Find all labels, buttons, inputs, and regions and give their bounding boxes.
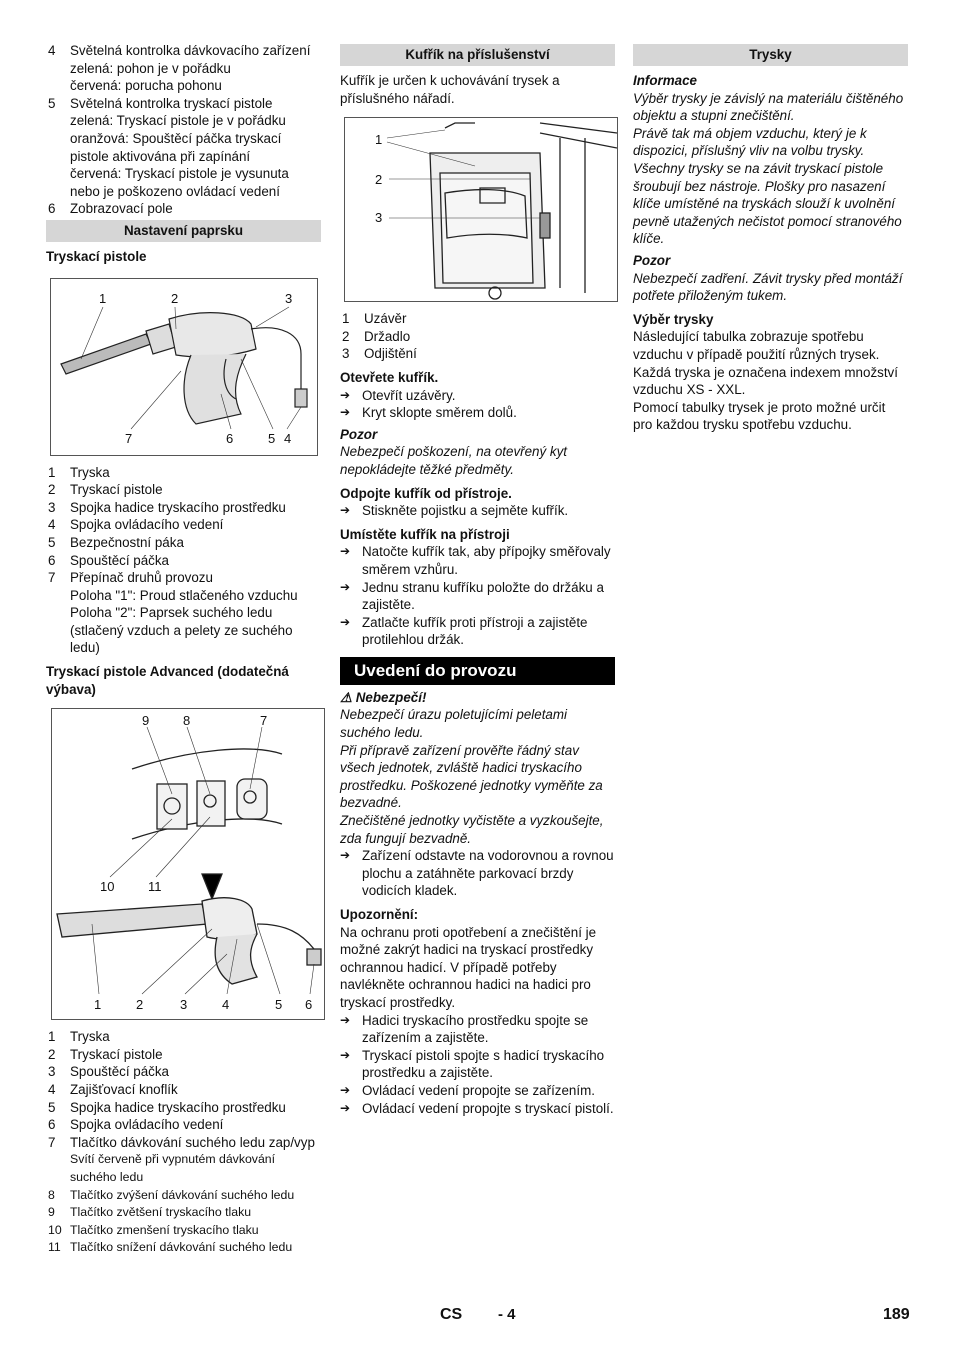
danger-step: ➔ Zařízení odstavte na vodorovnou a rovnou plochu a zatáhněte parkovací brzdy vodicích kladek.	[340, 848, 614, 899]
list-item	[46, 1046, 321, 1064]
item-text: Tryska	[70, 1029, 110, 1045]
item-line: zelená: Tryskací pistole je v pořádku	[70, 113, 286, 129]
figure-accessory-case	[344, 117, 618, 302]
list-item	[340, 310, 615, 328]
callout-1: 1	[94, 997, 102, 1013]
caution-label: Pozor	[340, 426, 378, 442]
case-parts-list	[340, 310, 615, 363]
step-text: Otevřít uzávěry.	[362, 387, 456, 403]
callout-9: 9	[142, 713, 150, 729]
footer-language: CS	[440, 1306, 463, 1323]
callout-1: 1	[99, 290, 107, 306]
arrow-icon: ➔	[340, 503, 351, 518]
section-title-commissioning: Uvedení do provozu	[340, 657, 615, 685]
section-title-beam: Nastavení paprsku	[46, 220, 321, 242]
item-text: Přepínač druhů provozu	[70, 570, 213, 586]
item-line: zelená: pohon je v pořádku	[70, 60, 231, 76]
item-number: 3	[48, 1064, 56, 1080]
item-text: Spouštěcí páčka	[70, 1064, 170, 1080]
callout-7: 7	[260, 713, 268, 729]
item-text: Tlačítko zvětšení tryskacího tlaku	[70, 1205, 252, 1220]
list-item	[46, 1222, 321, 1240]
item-text: Tryskací pistole	[70, 482, 163, 498]
danger-text-3: Znečištěné jednotky vyčistěte a vyzkoušejte, zda fungují bezvadně.	[340, 813, 604, 846]
item-number: 5	[48, 534, 56, 550]
item-number: 2	[48, 1046, 56, 1062]
item-text: Spojka ovládacího vedení	[70, 517, 224, 533]
blast-gun-illustration	[51, 279, 317, 455]
step-item	[340, 1047, 615, 1082]
item-text: Spouštěcí páčka	[70, 552, 170, 568]
place-case-title: Umístěte kufřík na přístroji	[340, 526, 510, 542]
arrow-icon: ➔	[340, 544, 351, 559]
open-case-title: Otevřete kufřík.	[340, 369, 439, 385]
step-item	[340, 1012, 615, 1047]
dosing-note: Svítí červeně při vypnutém dávkování suchého ledu	[70, 1152, 276, 1184]
item-text: Spojka hadice tryskacího prostředku	[70, 499, 286, 515]
subheading-blast-gun-advanced: Tryskací pistole Advanced (dodatečná výbava)	[46, 664, 289, 697]
step-text: Jednu stranu kufříku položte do držáku a zajistěte.	[362, 579, 604, 613]
detach-case-title: Odpojte kufřík od přístroje.	[340, 485, 512, 501]
item-text: Spojka hadice tryskacího prostředku	[70, 1099, 286, 1115]
step-item	[340, 404, 615, 422]
caution-label: Pozor	[633, 252, 671, 268]
item-number: 1	[48, 1029, 56, 1045]
item-text: Tlačítko zvýšení dávkování suchého ledu	[70, 1187, 295, 1202]
item-text: Držadlo	[364, 328, 411, 344]
item-number: 3	[48, 499, 56, 515]
advanced-gun-illustration	[52, 709, 324, 1019]
step-item	[340, 1100, 615, 1118]
callout-3: 3	[180, 997, 188, 1013]
column-1	[46, 42, 321, 1257]
item-text: Tlačítko snížení dávkování suchého ledu	[70, 1240, 293, 1255]
list-item	[46, 516, 321, 534]
advanced-gun-parts-list-2	[46, 1187, 321, 1257]
mode-position-1: Poloha "1": Proud stlačeného vzduchu	[70, 587, 298, 603]
item-number: 3	[342, 346, 350, 362]
item-number: 9	[48, 1205, 55, 1220]
item-text: Tlačítko dávkování suchého ledu zap/vyp	[70, 1134, 315, 1150]
item-number: 4	[48, 517, 56, 533]
item-text: Spojka ovládacího vedení	[70, 1117, 224, 1133]
step-text: Ovládací vedení propojte s tryskací pistolí.	[362, 1100, 614, 1116]
item-text: Bezpečnostní páka	[70, 534, 184, 550]
step-text: Hadici tryskacího prostředku spojte se zařízením a zajistěte.	[362, 1012, 589, 1046]
callout-6: 6	[226, 430, 234, 446]
open-case-steps	[340, 387, 615, 422]
case-illustration	[345, 118, 617, 301]
step-item	[340, 387, 615, 405]
final-steps	[340, 1012, 615, 1118]
callout-3: 3	[285, 290, 293, 306]
list-item	[46, 200, 321, 218]
item-number: 2	[342, 328, 350, 344]
item-number: 1	[48, 464, 56, 480]
nozzle-selection-title: Výběr trysky	[633, 311, 714, 327]
arrow-icon: ➔	[340, 614, 351, 629]
danger-text-2: Při přípravě zařízení prověřte řádný stav všech jednotek, zvláště hadici tryskacího prostředku. Poškozené jednotky vyměňte za bezvadné.	[340, 742, 603, 811]
column-2	[340, 42, 615, 1117]
item-text: Tryskací pistole	[70, 1046, 163, 1062]
list-item	[46, 569, 321, 587]
list-item	[46, 464, 321, 482]
callout-2: 2	[375, 172, 383, 188]
item-number: 5	[48, 95, 56, 111]
detach-case-steps	[340, 502, 615, 520]
step-text: Natočte kufřík tak, aby přípojky směřovaly směrem vzhůru.	[362, 544, 611, 577]
warning-icon: ⚠	[340, 689, 356, 705]
figure-blast-gun	[50, 278, 318, 456]
list-item	[46, 534, 321, 552]
info-label: Informace	[633, 73, 697, 88]
item-line: červená: porucha pohonu	[70, 78, 222, 94]
callout-3: 3	[375, 210, 383, 226]
callout-1: 1	[375, 132, 383, 148]
list-item	[46, 1239, 321, 1257]
list-item	[46, 481, 321, 499]
item-line: Zobrazovací pole	[70, 201, 173, 217]
item-number: 8	[48, 1187, 55, 1202]
arrow-icon: ➔	[340, 405, 351, 420]
list-item	[340, 345, 615, 363]
list-item	[46, 1099, 321, 1117]
list-item	[46, 1081, 321, 1099]
item-number: 10	[48, 1222, 62, 1237]
step-item	[340, 579, 615, 614]
note-title: Upozornění:	[340, 907, 419, 922]
figure-blast-gun-advanced	[51, 708, 325, 1020]
item-text: Uzávěr	[364, 311, 407, 327]
step-item	[340, 1082, 615, 1100]
section-title-nozzles: Trysky	[633, 44, 908, 66]
list-item	[46, 1116, 321, 1134]
mode-position-2: Poloha "2": Paprsek suchého ledu (stlačený vzduch a pelety ze suchého ledu)	[70, 605, 293, 656]
callout-4: 4	[284, 430, 292, 446]
item-text: Tryska	[70, 464, 110, 480]
nozzle-selection-text-1: Následující tabulka zobrazuje spotřebu vzduchu v případě použití různých trysek. Každá tryska je označena indexem množství vzduchu XS - XXL.	[633, 329, 898, 398]
arrow-icon: ➔	[340, 579, 351, 594]
item-line: Světelná kontrolka dávkovacího zařízení	[70, 43, 311, 58]
callout-5: 5	[275, 997, 283, 1013]
callout-2: 2	[171, 290, 179, 306]
page-number: 189	[883, 1306, 910, 1323]
step-text: Zatlačte kufřík proti přístroji a zajistěte protilehlou držák.	[362, 614, 588, 648]
list-item	[46, 1063, 321, 1081]
callout-8: 8	[183, 713, 191, 729]
step-text: Kryt sklopte směrem dolů.	[362, 405, 517, 421]
list-item	[46, 95, 321, 201]
list-item	[46, 499, 321, 517]
arrow-icon: ➔	[340, 1047, 351, 1062]
arrow-icon: ➔	[340, 1012, 351, 1027]
list-item	[46, 1204, 321, 1222]
list-item	[46, 42, 321, 95]
arrow-icon: ➔	[340, 1082, 351, 1097]
section-title-case: Kufřík na příslušenství	[340, 44, 615, 66]
subheading-blast-gun: Tryskací pistole	[46, 248, 147, 264]
item-number: 5	[48, 1099, 56, 1115]
top-list	[46, 42, 321, 218]
item-line: Světelná kontrolka tryskací pistole	[70, 95, 273, 111]
advanced-gun-parts-list	[46, 1028, 321, 1151]
step-item	[340, 543, 615, 578]
step-item	[340, 614, 615, 649]
danger-heading	[340, 689, 615, 707]
step-text: Ovládací vedení propojte se zařízením.	[362, 1082, 595, 1098]
callout-5: 5	[268, 430, 276, 446]
arrow-icon: ➔	[340, 1100, 351, 1115]
note-text: Na ochranu proti opotřebení a znečištění je možné zakrýt hadici na tryskací prostředky ochrannou hadicí. V případě potřeby navlékněte ochrannou hadici na hadici pro tryskací prostředky.	[340, 924, 597, 1010]
step-text: Stiskněte pojistku a sejměte kufřík.	[362, 503, 569, 519]
item-text: Odjištění	[364, 346, 417, 362]
list-item	[46, 1028, 321, 1046]
item-number: 6	[48, 201, 56, 217]
list-item	[46, 1187, 321, 1205]
place-case-steps	[340, 543, 615, 649]
list-item	[46, 552, 321, 570]
item-number: 7	[48, 1134, 56, 1150]
item-number: 6	[48, 552, 56, 568]
danger-text-1: Nebezpečí úrazu poletujícími peletami suchého ledu.	[340, 707, 568, 741]
list-item	[46, 1134, 321, 1152]
callout-7: 7	[125, 430, 133, 446]
item-number: 4	[48, 43, 56, 58]
item-number: 7	[48, 570, 56, 586]
callout-6: 6	[305, 997, 313, 1013]
step-text: Tryskací pistoli spojte s hadicí tryskacího prostředku a zajistěte.	[362, 1047, 605, 1081]
item-number: 1	[342, 311, 350, 327]
list-item	[340, 328, 615, 346]
footer-subpage: - 4	[498, 1306, 516, 1323]
step-item	[340, 502, 615, 520]
nozzle-selection-text-2: Pomocí tabulky trysek je proto možné určit pro každou trysku spotřebu vzduchu.	[633, 399, 886, 433]
arrow-icon: ➔	[340, 848, 351, 863]
caution-text: Nebezpečí poškození, na otevřený kyt nepokládejte těžké předměty.	[340, 444, 568, 477]
callout-2: 2	[136, 997, 144, 1013]
case-intro: Kufřík je určen k uchovávání trysek a příslušného nářadí.	[340, 73, 560, 106]
callout-4: 4	[222, 997, 230, 1013]
callout-11: 11	[148, 879, 162, 895]
item-number: 11	[48, 1240, 61, 1255]
item-number: 4	[48, 1082, 56, 1098]
item-text: Zajišťovací knoflík	[70, 1082, 178, 1098]
danger-label: Nebezpečí!	[355, 689, 427, 705]
info-text-2: Právě tak má objem vzduchu, který je k dispozici, příslušný vliv na volbu trysky.	[633, 125, 867, 159]
item-number: 6	[48, 1117, 56, 1133]
callout-10: 10	[100, 879, 115, 895]
item-number: 2	[48, 482, 56, 498]
info-text-1: Výběr trysky je závislý na materiálu čištěného objektu a stupni znečištění.	[633, 90, 904, 124]
item-line: červená: Tryskací pistole je vysunuta nebo je poškozeno ovládací vedení	[70, 166, 289, 199]
arrow-icon: ➔	[340, 387, 351, 402]
caution-text: Nebezpečí zadření. Závit trysky před montáží potřete přiloženým tukem.	[633, 270, 903, 304]
item-text: Tlačítko zmenšení tryskacího tlaku	[70, 1222, 259, 1237]
info-text-3: Všechny trysky se na závit tryskací pistole šroubují bez nástroje. Plošky pro nasazení klíče umístěné na tryskách slouží k uvolnění pevně utažených nečistot pomocí stranového klíče.	[633, 160, 902, 247]
blast-gun-parts-list	[46, 464, 321, 587]
column-3	[633, 42, 908, 434]
item-line: oranžová: Spouštěcí páčka tryskací pistole aktivována při zapínání	[70, 130, 282, 164]
